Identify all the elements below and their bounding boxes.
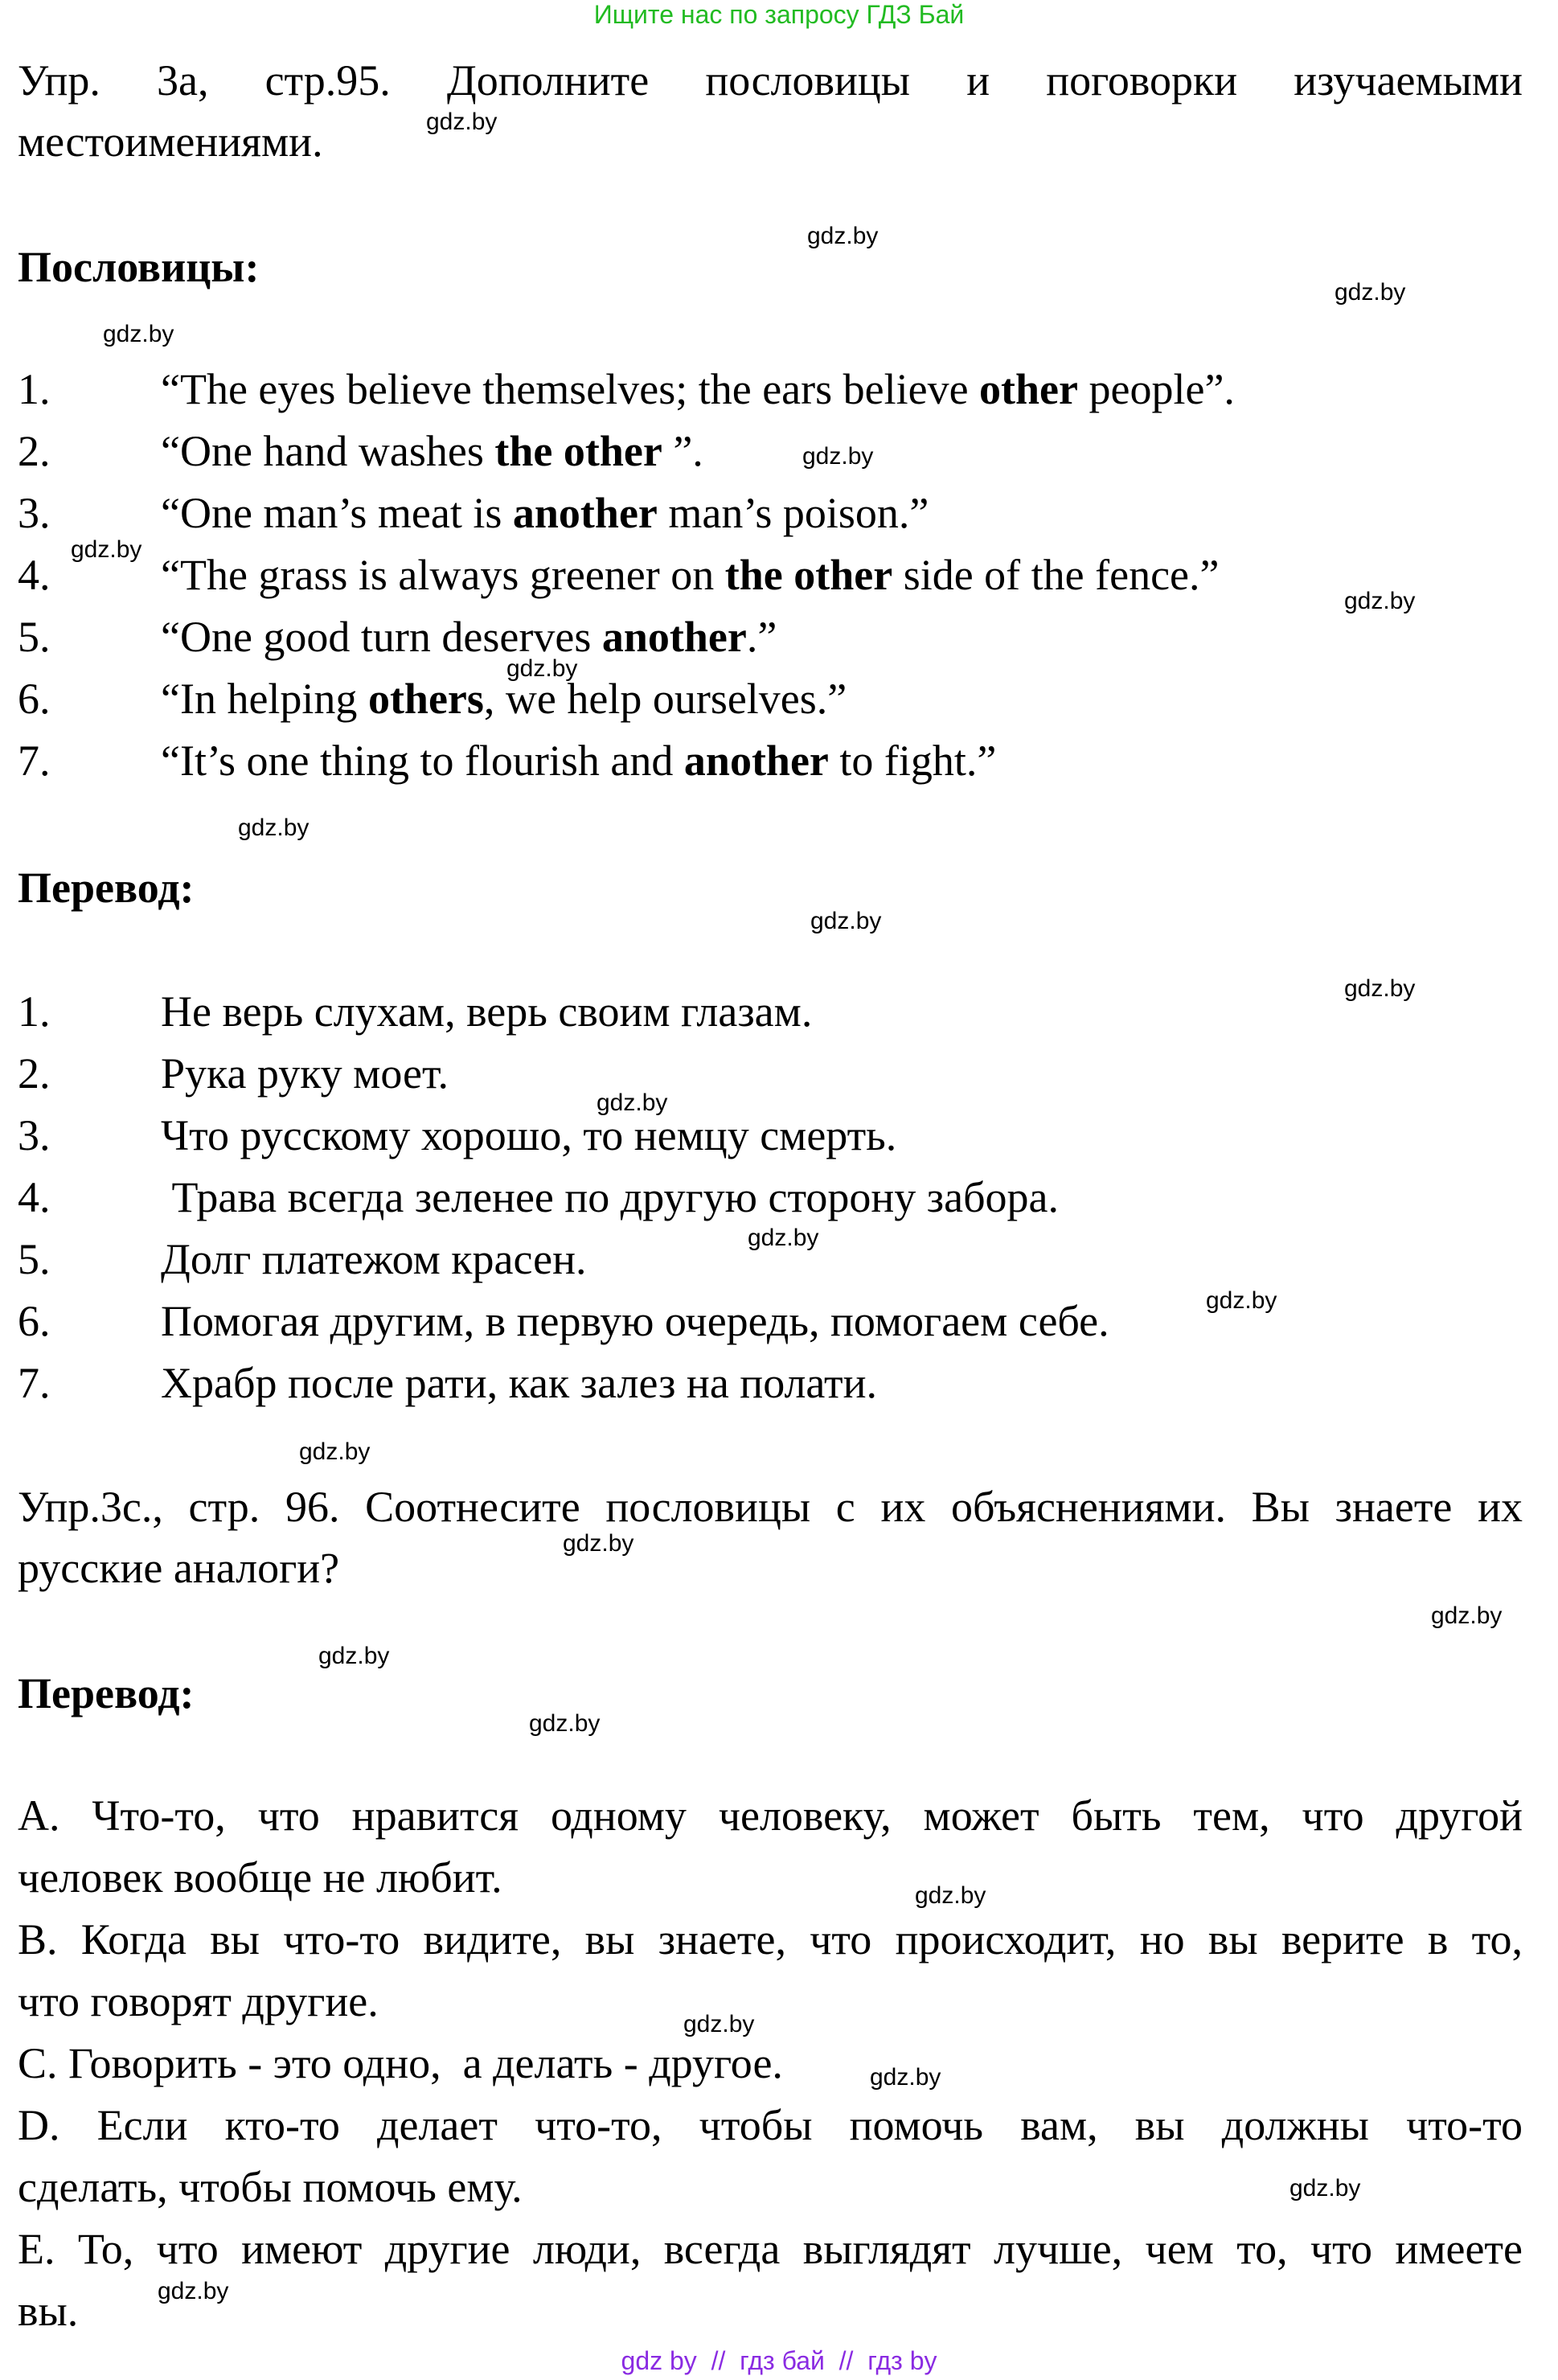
- watermark: gdz.by: [870, 2064, 941, 2091]
- watermark: gdz.by: [807, 223, 879, 249]
- proverb-number: 5.: [18, 613, 51, 661]
- watermark: gdz.by: [426, 109, 498, 135]
- explanation-b-line2: что говорят другие.: [18, 1977, 379, 2025]
- proverb-number: 3.: [18, 489, 51, 537]
- translation-number: 5.: [18, 1235, 51, 1283]
- translation-text: Трава всегда зеленее по другую сторону забора.: [161, 1173, 1060, 1221]
- explanation-e-line1: Е. То, что имеют другие люди, всегда выглядят лучше, чем то, что имеете: [18, 2225, 1523, 2273]
- proverb-pronoun: another: [601, 613, 747, 661]
- watermark: gdz.by: [748, 1225, 819, 1251]
- proverb-number: 1.: [18, 365, 51, 413]
- explanation-a-line2: человек вообще не любит.: [18, 1853, 502, 1902]
- exercise2-title-line2: русские аналоги?: [18, 1544, 340, 1592]
- explanation-d-line1: D. Если кто-то делает что-то, чтобы помочь вам, вы должны что-то: [18, 2101, 1523, 2149]
- proverb-pronoun: another: [512, 489, 658, 537]
- watermark: gdz.by: [1206, 1287, 1277, 1314]
- watermark: gdz.by: [318, 1643, 390, 1669]
- translation-text: Храбр после рати, как залез на полати.: [161, 1359, 877, 1407]
- explanation-b-line1: В. Когда вы что-то видите, вы знаете, что происходит, но вы верите в то,: [18, 1915, 1523, 1964]
- proverb-number: 2.: [18, 427, 51, 475]
- watermark: gdz.by: [915, 1882, 986, 1909]
- explanation-c-line1: С. Говорить - это одно, а делать - другое.: [18, 2039, 783, 2087]
- proverb-pronoun: other: [979, 365, 1078, 413]
- proverb-text: “The grass is always greener on the other side of the fence.”: [161, 551, 1220, 599]
- watermark: gdz.by: [71, 536, 142, 563]
- exercise1-title-line2: местоимениями.: [18, 117, 323, 166]
- watermark: gdz.by: [506, 655, 578, 682]
- watermark: gdz.by: [597, 1089, 668, 1116]
- watermark: gdz.by: [158, 2278, 229, 2304]
- watermark: gdz.by: [810, 908, 882, 934]
- watermark: gdz.by: [529, 1710, 601, 1737]
- watermark: gdz.by: [1335, 279, 1406, 306]
- exercise2-title-line1: Упр.3с., стр. 96. Соотнесите пословицы с их объяснениями. Вы знаете их: [18, 1483, 1523, 1531]
- translation-number: 7.: [18, 1359, 51, 1407]
- watermark: gdz.by: [563, 1530, 634, 1557]
- translation-text: Долг платежом красен.: [161, 1235, 587, 1283]
- watermark: gdz.by: [1344, 975, 1416, 1002]
- watermark: gdz.by: [103, 321, 174, 347]
- proverb-text: “One man’s meat is another man’s poison.”: [161, 489, 929, 537]
- proverb-pronoun: others: [367, 675, 484, 723]
- page-header-banner: Ищите нас по запросу ГДЗ Бай: [593, 0, 965, 29]
- watermark: gdz.by: [1344, 588, 1416, 614]
- explanation-d-line2: сделать, чтобы помочь ему.: [18, 2163, 523, 2211]
- proverb-pronoun: the other: [724, 551, 893, 599]
- translation-text: Не верь слухам, верь своим глазам.: [161, 987, 813, 1036]
- proverb-text: “The eyes believe themselves; the ears believe other people”.: [161, 365, 1235, 413]
- proverb-text: “It’s one thing to flourish and another to fight.”: [161, 737, 997, 785]
- proverb-text: “One hand washes the other ”.: [161, 427, 703, 475]
- watermark: gdz.by: [299, 1438, 371, 1465]
- proverb-text: “One good turn deserves another.”: [161, 613, 777, 661]
- proverb-pronoun: another: [683, 737, 829, 785]
- explanation-e-line2: вы.: [18, 2287, 79, 2335]
- translation-number: 2.: [18, 1049, 51, 1098]
- watermark: gdz.by: [1431, 1602, 1503, 1629]
- watermark: gdz.by: [683, 2011, 755, 2037]
- translation-text: Что русскому хорошо, то немцу смерть.: [161, 1111, 897, 1159]
- explanation-a-line1: А. Что-то, что нравится одному человеку, может быть тем, что другой: [18, 1791, 1523, 1840]
- translation-number: 6.: [18, 1297, 51, 1345]
- translation-number: 1.: [18, 987, 51, 1036]
- proverb-number: 4.: [18, 551, 51, 599]
- proverb-pronoun: the other: [494, 427, 662, 475]
- translation-heading-2: Перевод:: [18, 1669, 195, 1717]
- watermark: gdz.by: [1289, 2175, 1361, 2202]
- translation-number: 3.: [18, 1111, 51, 1159]
- translation-number: 4.: [18, 1173, 51, 1221]
- translation-heading-1: Перевод:: [18, 864, 195, 912]
- translation-text: Помогая другим, в первую очередь, помогаем себе.: [161, 1297, 1109, 1345]
- exercise1-title-line1: Упр. 3а, стр.95. Дополните пословицы и поговорки изучаемыми: [18, 56, 1523, 105]
- watermark: gdz.by: [238, 815, 310, 841]
- proverb-text: “In helping others, we help ourselves.”: [161, 675, 847, 723]
- proverb-number: 6.: [18, 675, 51, 723]
- proverb-number: 7.: [18, 737, 51, 785]
- translation-text: Рука руку моет.: [161, 1049, 449, 1098]
- proverbs-heading: Пословицы:: [18, 243, 260, 291]
- page-footer-links[interactable]: gdz by // гдз бай // гдз by: [621, 2346, 937, 2375]
- watermark: gdz.by: [802, 443, 874, 470]
